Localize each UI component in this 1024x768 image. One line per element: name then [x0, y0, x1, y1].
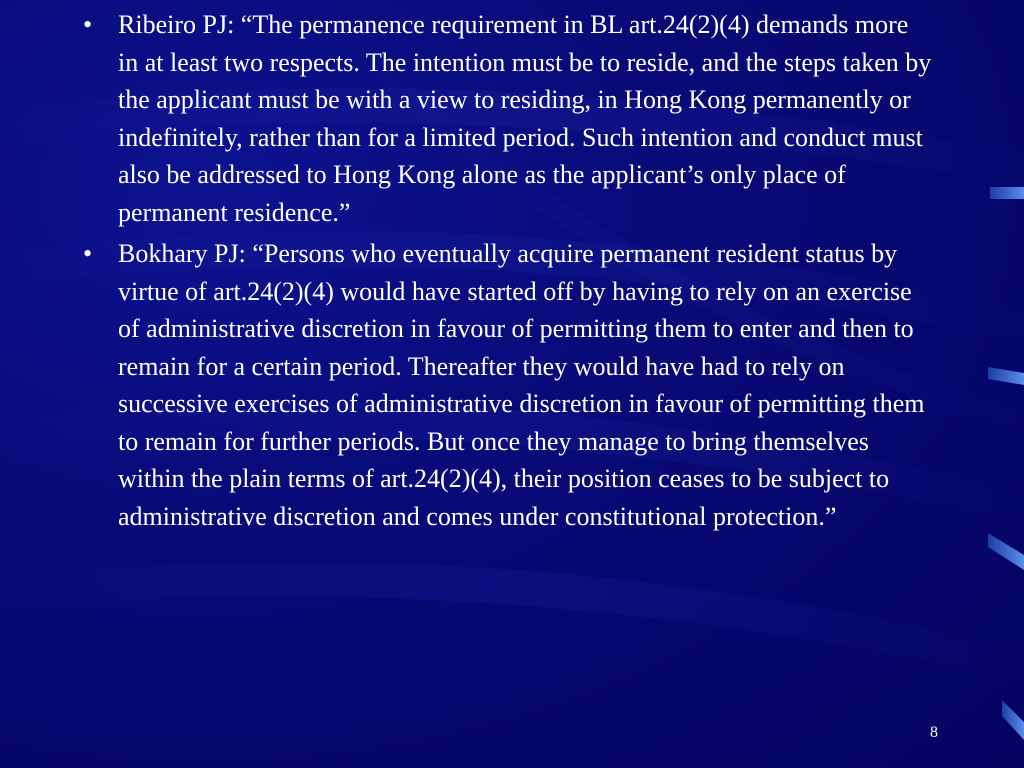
- accent-stripe: [990, 187, 1024, 199]
- accent-stripe: [988, 533, 1024, 570]
- accent-stripe: [988, 367, 1024, 385]
- bullet-text: Bokhary PJ: “Persons who eventually acquire permanent resident status by virtue of art.24(2)(4) would have started off by having to rely on an exercise of administrative discretion in favour of permitting them to enter and then to remain for a certain period. Thereafter they would have had to rely on successive exercises of administrative discretion in favour of permitting them to remain for further periods. But once they manage to bring themselves within the plain terms of art.24(2)(4), their position ceases to be subject to administrative discretion and comes under constitutional protection.”: [118, 239, 925, 531]
- accent-stripe: [1002, 700, 1024, 740]
- bullet-item-bokhary: [75, 235, 935, 535]
- bullet-marker: •: [83, 10, 93, 39]
- page-number: 8: [930, 724, 938, 741]
- bullet-item-ribeiro: [75, 6, 935, 231]
- bullet-list: [75, 6, 935, 539]
- bullet-text: Ribeiro PJ: “The permanence requirement in BL art.24(2)(4) demands more in at least two respects. The intention must be to reside, and the steps taken by the applicant must be with a view to residing, in Hong Kong permanently or indefinitely, rather than for a limited period. Such intention and conduct must also be addressed to Hong Kong alone as the applicant’s only place of permanent residence.”: [118, 10, 932, 227]
- background-swoosh: [0, 562, 1024, 690]
- bullet-marker: •: [83, 239, 93, 268]
